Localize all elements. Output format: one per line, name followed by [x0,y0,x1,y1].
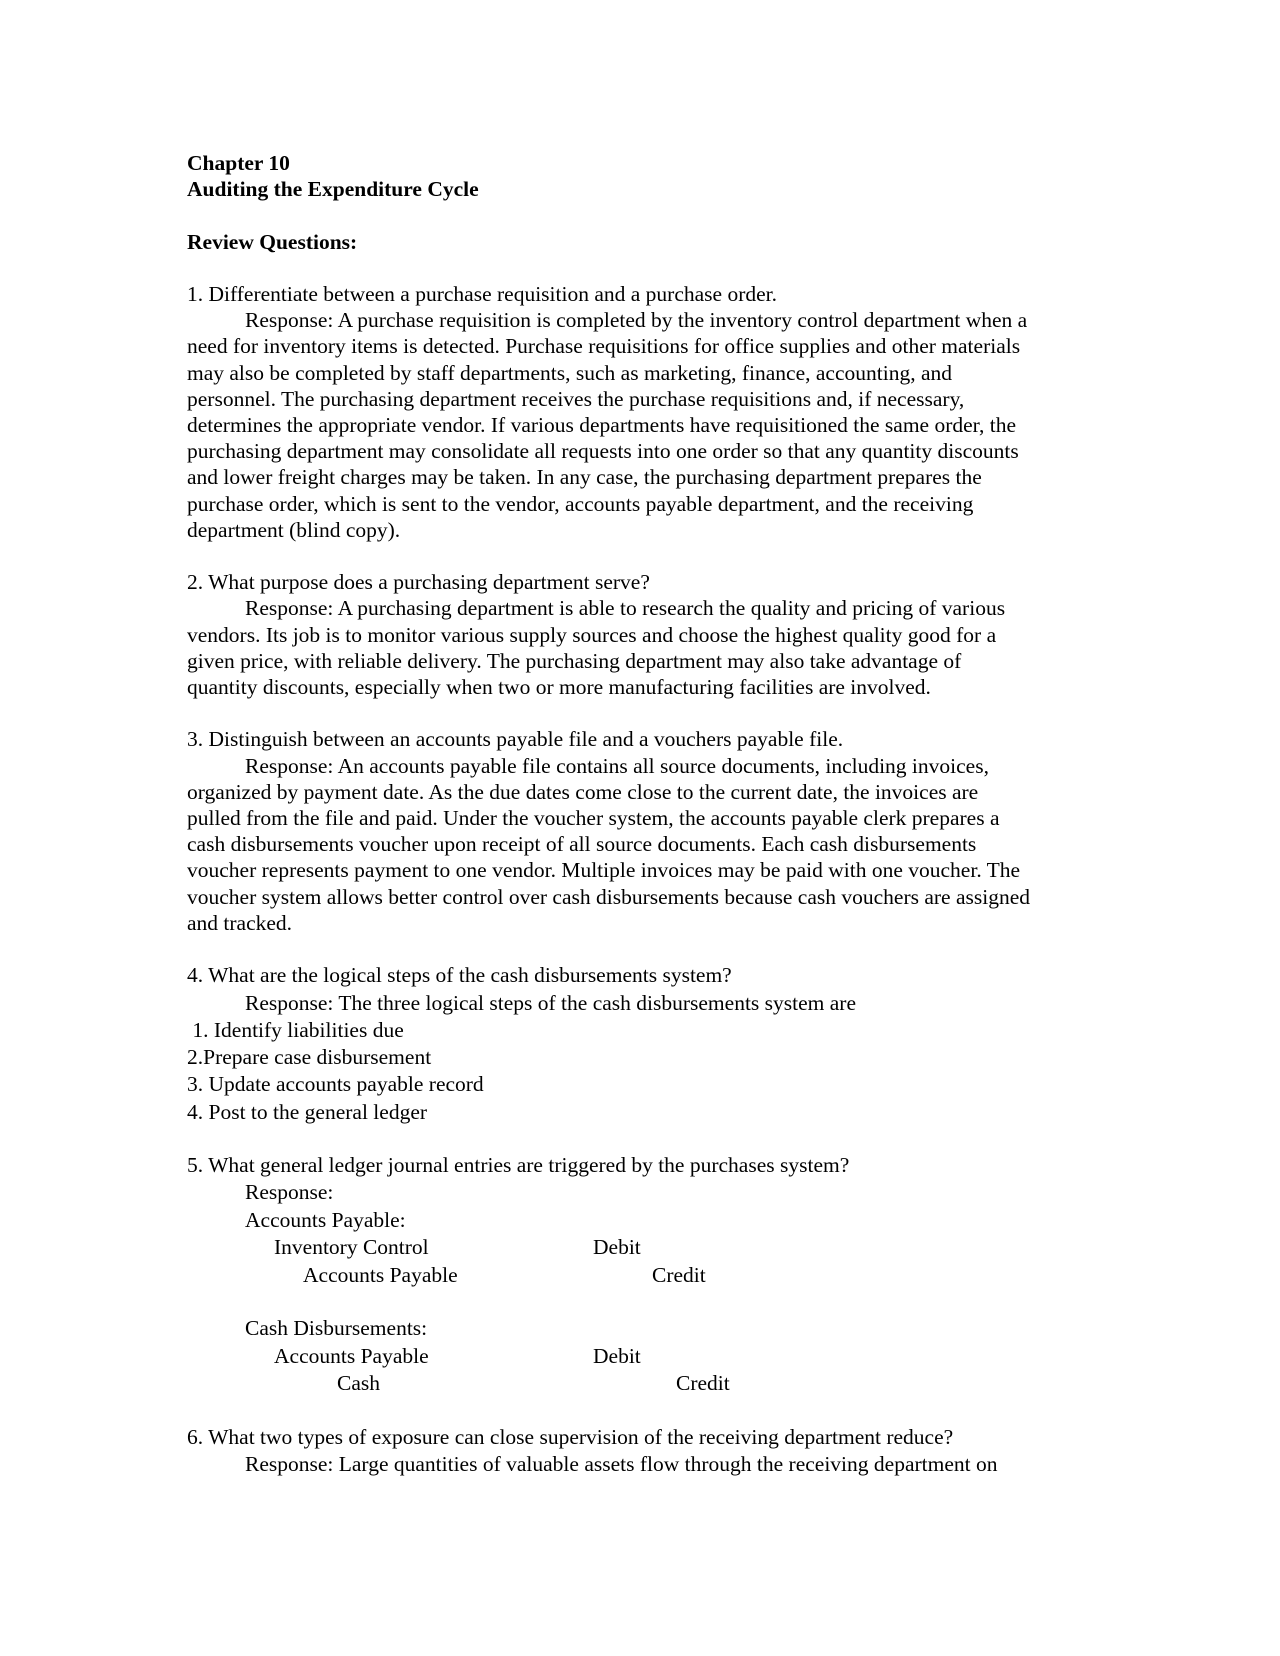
response-line: and tracked. [187,910,293,935]
response-line: given price, with reliable delivery. The purchasing department may also take advantage of [187,648,962,673]
response-line: voucher system allows better control over cash disbursements because cash vouchers are assigned [187,884,1031,909]
response-line: need for inventory items is detected. Purchase requisitions for office supplies and other materials [187,334,1021,359]
journal-heading-cash-disbursements: Cash Disbursements: [245,1316,428,1341]
response-line: vendors. Its job is to monitor various supply sources and choose the highest quality good for a [187,622,997,647]
journal-account: Cash [337,1371,380,1396]
question-6-text: 6. What two types of exposure can close supervision of the receiving department reduce? [187,1424,954,1449]
step-item: 3. Update accounts payable record [187,1072,484,1097]
journal-entry-row [187,1234,1087,1262]
response-line: purchase order, which is sent to the vendor, accounts payable department, and the receiving [187,491,974,516]
response-line: Response: Large quantities of valuable assets flow through the receiving department on [245,1452,998,1477]
question-5-text: 5. What general ledger journal entries are triggered by the purchases system? [187,1153,850,1178]
step-item: 4. Post to the general ledger [187,1099,428,1124]
response-line: Response: An accounts payable file contains all source documents, including invoices, [245,753,989,778]
journal-credit: Credit [676,1371,730,1396]
step-item: 2.Prepare case disbursement [187,1045,432,1070]
question-4-text: 4. What are the logical steps of the cash disbursements system? [187,963,732,988]
response-line: Response: A purchase requisition is completed by the inventory control department when a [245,308,1028,333]
question-1-text: 1. Differentiate between a purchase requisition and a purchase order. [187,281,778,306]
response-line: quantity discounts, especially when two or more manufacturing facilities are involved. [187,675,931,700]
journal-credit: Credit [652,1262,706,1287]
journal-entry-row [187,1370,1087,1398]
journal-account: Accounts Payable [303,1262,458,1287]
response-line: personnel. The purchasing department receives the purchase requisitions and, if necessary, [187,386,965,411]
response-line: voucher represents payment to one vendor. Multiple invoices may be paid with one voucher. The [187,858,1021,883]
question-4 [187,962,1087,1126]
title-block [187,150,1087,255]
response-line: organized by payment date. As the due dates come close to the current date, the invoices are [187,779,979,804]
response-line: pulled from the file and paid. Under the voucher system, the accounts payable clerk prepares a [187,806,1000,831]
question-1 [187,281,1087,543]
journal-entry-row [187,1262,1087,1290]
step-item: 1. Identify liabilities due [187,1017,404,1042]
chapter-title: Auditing the Expenditure Cycle [187,177,479,202]
section-heading: Review Questions: [187,229,358,254]
response-line: Response: A purchasing department is able to research the quality and pricing of various [245,596,1006,621]
journal-heading-accounts-payable: Accounts Payable: [245,1207,406,1232]
journal-account: Inventory Control [274,1235,429,1260]
response-line: cash disbursements voucher upon receipt of all source documents. Each cash disbursements [187,832,977,857]
journal-debit: Debit [593,1235,641,1260]
journal-debit: Debit [593,1343,641,1368]
response-line: department (blind copy). [187,517,401,542]
response-line: determines the appropriate vendor. If various departments have requisitioned the same order, the [187,413,1016,437]
response-label: Response: [245,1180,334,1205]
journal-entry-row [187,1343,1087,1371]
journal-account: Accounts Payable [274,1343,429,1368]
document-page [187,150,1087,1478]
chapter-heading: Chapter 10 [187,151,290,175]
response-line: and lower freight charges may be taken. In any case, the purchasing department prepares the [187,465,982,490]
response-line: Response: The three logical steps of the cash disbursements system are [245,990,857,1015]
question-2 [187,569,1087,700]
question-6 [187,1424,1087,1479]
response-line: may also be completed by staff departments, such as marketing, finance, accounting, and [187,360,952,385]
question-5 [187,1152,1087,1397]
response-line: purchasing department may consolidate all requests into one order so that any quantity discounts [187,439,1019,464]
question-2-text: 2. What purpose does a purchasing department serve? [187,570,650,595]
question-3-text: 3. Distinguish between an accounts payable file and a vouchers payable file. [187,727,844,752]
question-3 [187,726,1087,936]
